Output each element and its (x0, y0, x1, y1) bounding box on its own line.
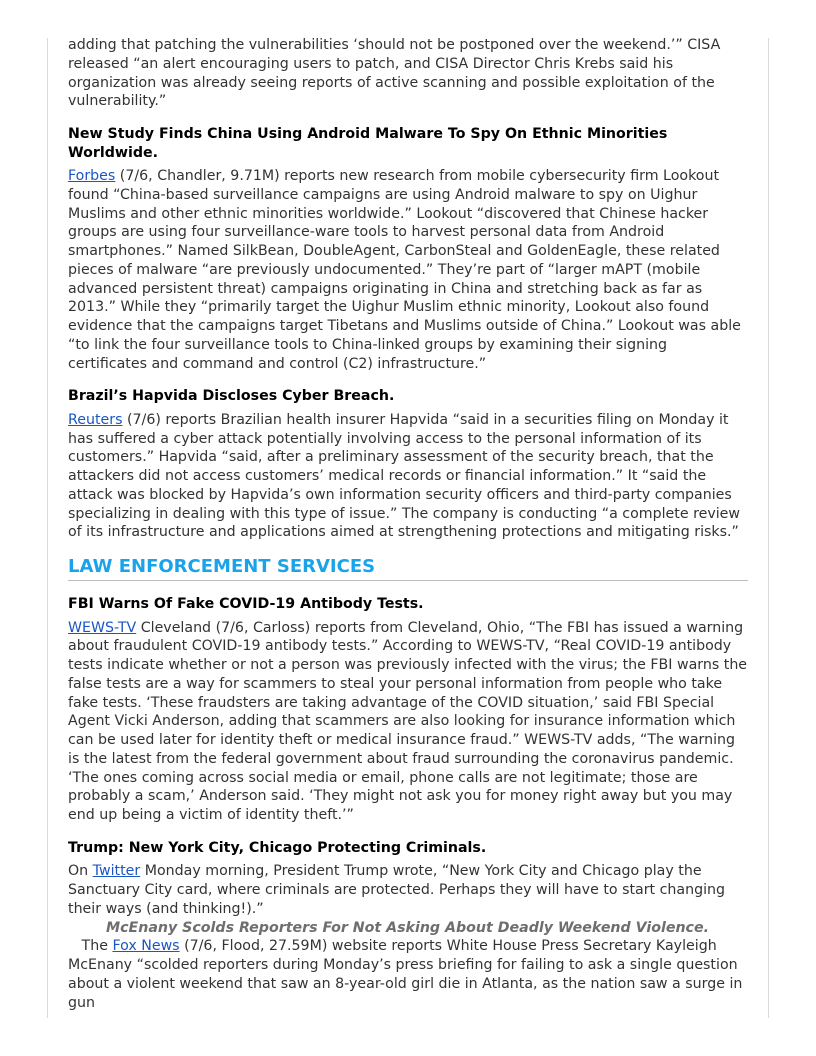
article-text: Cleveland (7/6, Carloss) reports from Cleveland, Ohio, “The FBI has issued a warning about fraudulent COVID-19 antibody tests.” According to WEWS-TV, “Real COVID-19 antibody tests indicate whether or not a person was previously infected with the virus; the FBI warns the false tests are a way for scammers to steal your personal information from people who take fake tests. ‘These fraudsters are taking advantage of the COVID situation,’ said FBI Special Agent Vicki Anderson, adding that scammers are also looking for insurance information which can be used later for identity theft or medical insurance fraud.” WEWS-TV adds, “The warning is the latest from the federal government about fraud surrounding the coronavirus pandemic. ‘The ones coming across social media or email, phone calls are not legitimate; those are probably a scam,’ Anderson said. ‘They might not ask you for money right away but you may end up being a victim of identity theft.’” (68, 619, 748, 823)
article-text: On (68, 863, 93, 880)
article-headline: New Study Finds China Using Android Malware To Spy On Ethnic Minorities Worldwide. (68, 126, 668, 161)
article-text: The (68, 938, 113, 955)
source-link-reuters[interactable]: Reuters (68, 411, 123, 428)
article-body (68, 862, 748, 918)
sub-article-body (68, 919, 748, 1013)
sub-article-headline: McEnany Scolds Reporters For Not Asking About Deadly Weekend Violence. (106, 919, 709, 936)
source-link-twitter[interactable]: Twitter (92, 863, 141, 880)
article-headline: Trump: New York City, Chicago Protecting Criminals. (68, 839, 487, 856)
article-headline: FBI Warns Of Fake COVID-19 Antibody Tests. (68, 596, 424, 612)
page-border-right (768, 38, 769, 1018)
article-body (68, 411, 748, 542)
article-body (68, 167, 748, 373)
article-text: (7/6, Chandler, 9.71M) reports new research from mobile cybersecurity firm Lookout found “China-based surveillance campaigns are using Android malware to spy on Uighur Muslims and other ethnic minorities worldwide.” Lookout “discovered that Chinese hacker groups are using four surveillance-ware tools to harvest personal data from Android smartphones.” Named SilkBean, DoubleAgent, CarbonSteal and GoldenEagle, these related pieces of malware “are previously undocumented.” They’re part of “larger mAPT (mobile advanced persistent threat) campaigns originating in China and stretching back as far as 2013.” While they “primarily target the Uighur Muslim ethnic minority, Lookout also found evidence that the campaigns target Tibetans and Muslims outside of China.” Lookout was able “to link the four surveillance tools to China-linked groups by examining their signing certificates and command and control (C2) infrastructure.” (68, 168, 741, 372)
article-text: (7/6, Flood, 27.59M) website reports White House Press Secretary Kayleigh McEnany “scolded reporters during Monday’s press briefing for failing to ask a single question about a violent weekend that saw an 8-year-old girl die in Atlanta, as the nation saw a surge in gun (68, 938, 743, 1011)
article-continuation: adding that patching the vulnerabilities ‘should not be postponed over the weekend.’” CISA released “an alert encouraging users to patch, and CISA Director Chris Krebs said his organization was already seeing reports of active scanning and possible exploitation of the vulnerability.” (68, 37, 721, 110)
source-link-wews-tv[interactable]: WEWS-TV (68, 619, 137, 636)
article-body (68, 619, 748, 825)
page-border-left (47, 38, 48, 1018)
article-headline: Brazil’s Hapvida Discloses Cyber Breach. (68, 388, 395, 405)
source-link-fox-news[interactable]: Fox News (112, 938, 180, 955)
article-text: (7/6) reports Brazilian health insurer Hapvida “said in a securities filing on Monday it has suffered a cyber attack potentially involving access to the personal information of its customers.” Hapvida “said, after a preliminary assessment of the security breach, that the attackers did not access customers’ medical records or financial information.” It “said the attack was blocked by Hapvida’s own information security officers and third-party companies specializing in dealing with this type of issue.” The company is conducting “a complete review of its infrastructure and applications aimed at strengthening protections and mitigating risks.” (68, 411, 740, 541)
section-title: LAW ENFORCEMENT SERVICES (68, 556, 748, 581)
article-text: Monday morning, President Trump wrote, “New York City and Chicago play the Sanctuary City card, where criminals are protected. Perhaps they will have to start changing their ways (and thinking!).” (68, 863, 726, 917)
source-link-forbes[interactable]: Forbes (68, 168, 116, 184)
newsletter-content (68, 36, 748, 1012)
